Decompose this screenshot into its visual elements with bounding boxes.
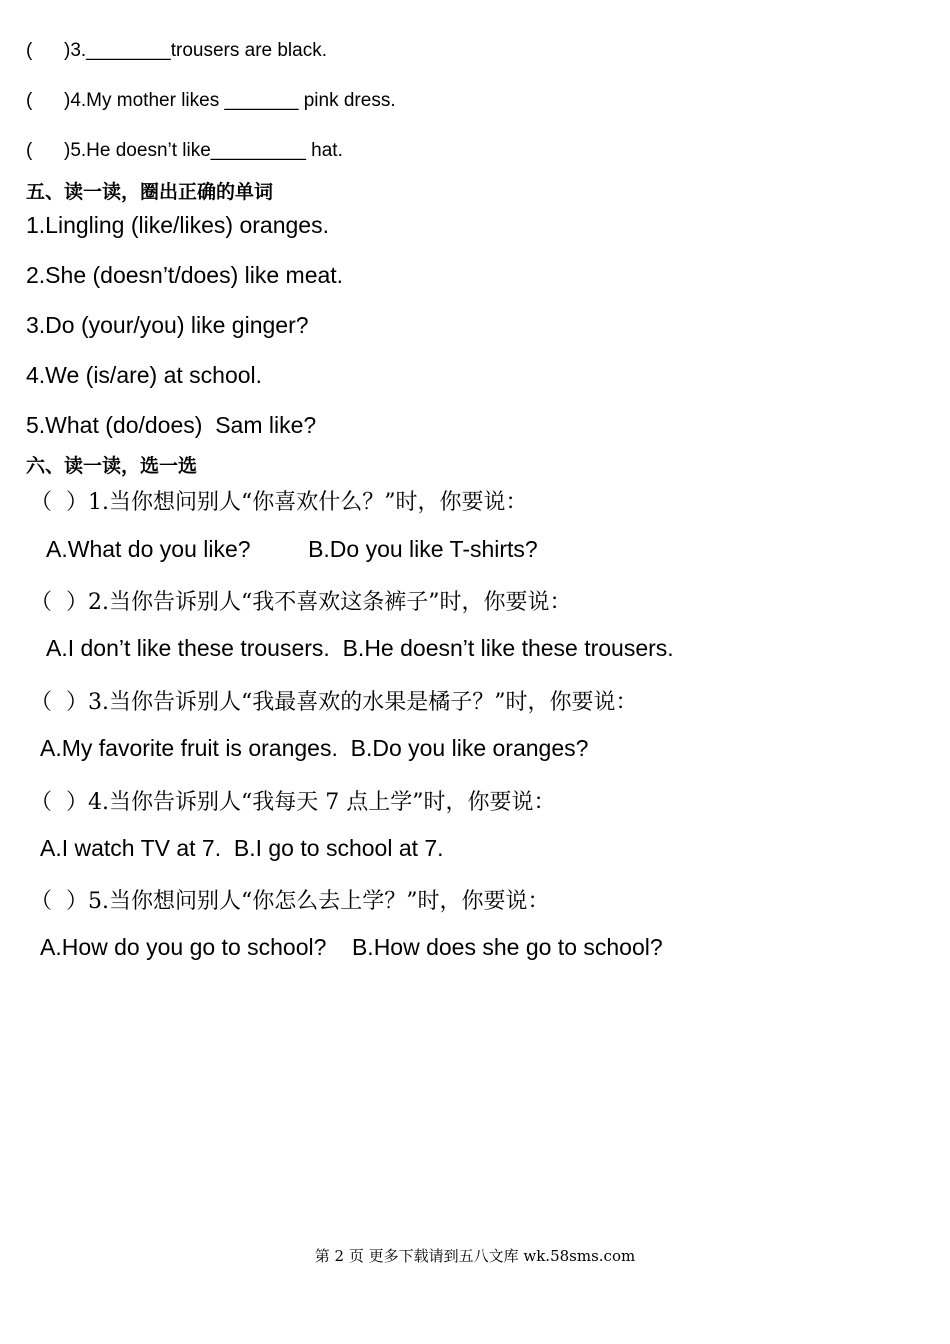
question-3-prompt: （ ）3.当你告诉别人“我最喜欢的水果是橘子？”时，你要说： [30, 690, 638, 715]
circle-word-item-4: 4.We (is/are) at school. [26, 362, 263, 388]
question-1-prompt: （ ）1.当你想问别人“你喜欢什么？”时，你要说： [30, 490, 528, 515]
question-2-options: A.I don’t like these trousers. B.He doesn’t like these trousers. [46, 635, 674, 661]
fill-blank-item-3: ( )3.________trousers are black. [26, 40, 327, 61]
page-footer: 第 2 页 更多下载请到五八文库 wk.58sms.com [314, 1247, 636, 1265]
question-2-prompt: （ ）2.当你告诉别人“我不喜欢这条裤子”时，你要说： [30, 590, 572, 615]
question-5-options: A.How do you go to school? B.How does she go to school? [40, 934, 663, 960]
question-4-prompt: （ ）4.当你告诉别人“我每天 7 点上学”时，你要说： [30, 790, 556, 815]
question-1-options: A.What do you like? B.Do you like T-shirts? [46, 536, 538, 562]
question-4-options: A.I watch TV at 7. B.I go to school at 7. [40, 835, 444, 861]
section-6-heading: 六、读一读，选一选 [26, 455, 198, 477]
question-3-options: A.My favorite fruit is oranges. B.Do you like oranges? [40, 735, 589, 761]
fill-blank-item-4: ( )4.My mother likes _______ pink dress. [26, 90, 396, 111]
circle-word-item-5: 5.What (do/does) Sam like? [26, 412, 317, 438]
circle-word-item-1: 1.Lingling (like/likes) oranges. [26, 212, 329, 238]
question-5-prompt: （ ）5.当你想问别人“你怎么去上学？”时，你要说： [30, 889, 550, 914]
circle-word-item-3: 3.Do (your/you) like ginger? [26, 312, 309, 338]
fill-blank-item-5: ( )5.He doesn’t like_________ hat. [26, 140, 343, 161]
circle-word-item-2: 2.She (doesn’t/does) like meat. [26, 262, 344, 288]
section-5-heading: 五、读一读，圈出正确的单词 [26, 181, 274, 203]
